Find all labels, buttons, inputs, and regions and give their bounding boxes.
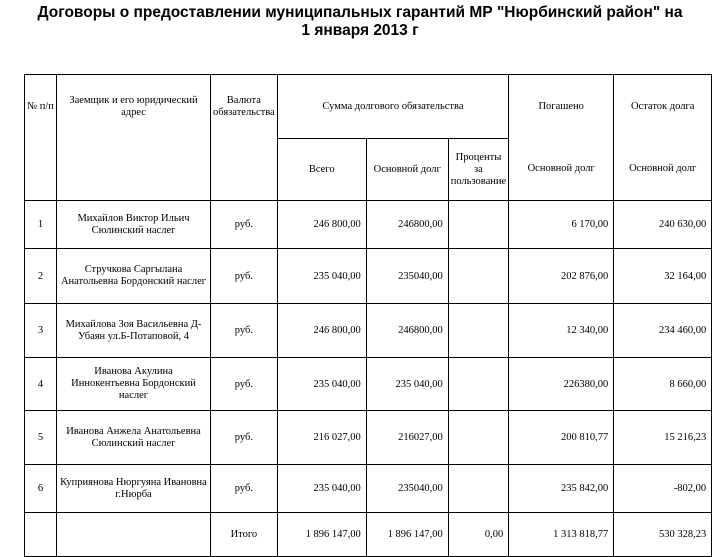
row-interest (448, 358, 508, 411)
totals-borrower-blank (57, 513, 211, 557)
header-currency-blank (211, 139, 278, 201)
row-currency: руб. (211, 304, 278, 358)
row-borrower: Михайлова Зоя Васильевна Д-Убаян ул.Б-Потаповой, 4 (57, 304, 211, 358)
header-currency: Валюта обязательства (211, 75, 278, 139)
totals-interest: 0,00 (448, 513, 508, 557)
row-borrower: Иванова Акулина Иннокентьевна Бордонский наслег (57, 358, 211, 411)
row-repaid: 202 876,00 (509, 249, 614, 304)
row-interest (448, 304, 508, 358)
header-balance-principal: Основной долг (614, 139, 712, 201)
totals-balance: 530 328,23 (614, 513, 712, 557)
row-currency: руб. (211, 249, 278, 304)
row-total: 246 800,00 (277, 304, 366, 358)
header-row-1 (25, 75, 712, 139)
totals-principal: 1 896 147,00 (366, 513, 448, 557)
row-total: 235 040,00 (277, 249, 366, 304)
row-repaid: 12 340,00 (509, 304, 614, 358)
row-repaid: 226380,00 (509, 358, 614, 411)
header-row-2 (25, 139, 712, 201)
header-repaid: Погашено (509, 75, 614, 139)
row-total: 235 040,00 (277, 465, 366, 513)
table-row (25, 201, 712, 249)
row-total: 235 040,00 (277, 358, 366, 411)
header-borrower-blank (57, 139, 211, 201)
row-num: 3 (25, 304, 57, 358)
page-title (0, 4, 720, 40)
row-total: 216 027,00 (277, 411, 366, 465)
row-balance: 234 460,00 (614, 304, 712, 358)
row-principal: 235 040,00 (366, 358, 448, 411)
table-row (25, 304, 712, 358)
row-balance: 15 216,23 (614, 411, 712, 465)
title-line-2: 1 января 2013 г (301, 22, 419, 39)
row-interest (448, 465, 508, 513)
table-row (25, 358, 712, 411)
header-num-blank (25, 139, 57, 201)
totals-repaid: 1 313 818,77 (509, 513, 614, 557)
row-total: 246 800,00 (277, 201, 366, 249)
header-total: Всего (277, 139, 366, 201)
row-borrower: Куприянова Нюргуяна Ивановна г.Нюрба (57, 465, 211, 513)
row-interest (448, 249, 508, 304)
row-balance: 32 164,00 (614, 249, 712, 304)
title-line-1: Договоры о предоставлении муниципальных гарантий МР "Нюрбинский район" на (37, 4, 683, 21)
row-repaid: 6 170,00 (509, 201, 614, 249)
row-principal: 235040,00 (366, 249, 448, 304)
header-interest: Проценты за пользование (448, 139, 508, 201)
row-borrower: Иванова Анжела Анатольевна Сюлинский наслег (57, 411, 211, 465)
totals-total: 1 896 147,00 (277, 513, 366, 557)
row-currency: руб. (211, 358, 278, 411)
totals-row (25, 513, 712, 557)
row-num: 2 (25, 249, 57, 304)
row-borrower: Стручкова Саргылана Анатольевна Бордонский наслег (57, 249, 211, 304)
row-num: 6 (25, 465, 57, 513)
row-num: 4 (25, 358, 57, 411)
row-interest (448, 411, 508, 465)
header-num: № п/п (25, 75, 57, 139)
header-borrower: Заемщик и его юридический адрес (57, 75, 211, 139)
header-balance: Остаток долга (614, 75, 712, 139)
row-borrower: Михайлов Виктор Ильич Сюлинский наслег (57, 201, 211, 249)
table-row (25, 249, 712, 304)
row-balance: -802,00 (614, 465, 712, 513)
row-interest (448, 201, 508, 249)
row-currency: руб. (211, 411, 278, 465)
totals-label: Итого (211, 513, 278, 557)
header-principal: Основной долг (366, 139, 448, 201)
totals-num-blank (25, 513, 57, 557)
row-principal: 246800,00 (366, 201, 448, 249)
row-repaid: 200 810,77 (509, 411, 614, 465)
row-currency: руб. (211, 465, 278, 513)
row-principal: 235040,00 (366, 465, 448, 513)
header-debt-sum: Сумма долгового обязательства (277, 75, 508, 139)
table-row (25, 411, 712, 465)
row-balance: 8 660,00 (614, 358, 712, 411)
row-num: 5 (25, 411, 57, 465)
row-principal: 216027,00 (366, 411, 448, 465)
row-repaid: 235 842,00 (509, 465, 614, 513)
row-principal: 246800,00 (366, 304, 448, 358)
guarantees-table (24, 74, 712, 557)
header-repaid-principal: Основной долг (509, 139, 614, 201)
row-num: 1 (25, 201, 57, 249)
row-currency: руб. (211, 201, 278, 249)
table-row (25, 465, 712, 513)
row-balance: 240 630,00 (614, 201, 712, 249)
